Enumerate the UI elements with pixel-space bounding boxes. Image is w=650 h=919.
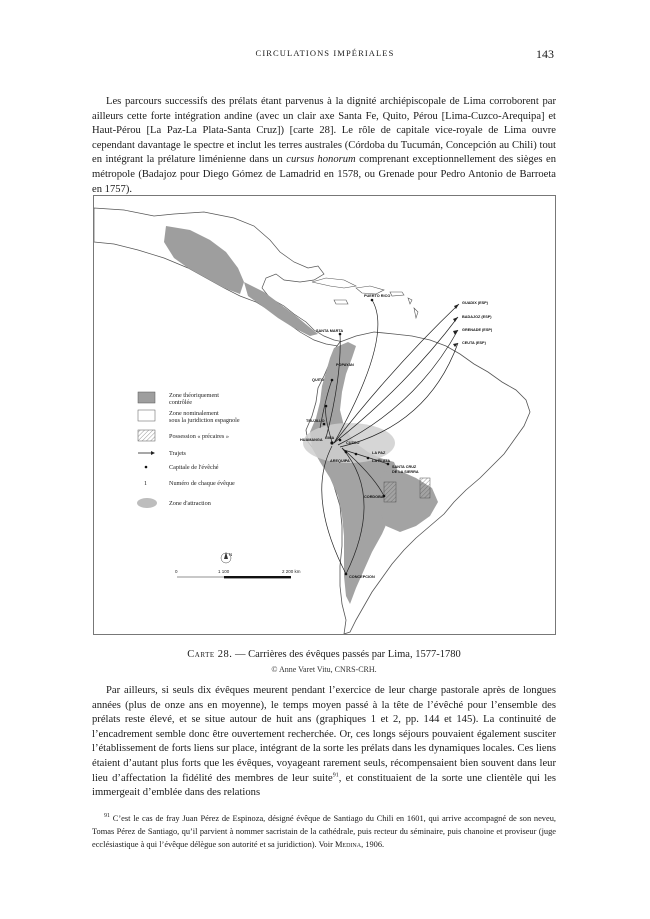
legend-route-arrow [151, 451, 155, 455]
scale-zero: 0 [175, 569, 178, 574]
label-ceuta: CEUTA (ESP) [462, 341, 486, 345]
label-santa-cruz-2: DE LA SIERRA [392, 470, 419, 474]
label-badajoz: BADAJOZ (ESP) [462, 315, 492, 319]
paragraph-1 [92, 95, 556, 197]
paragraph-1-italic: cursus honorum [286, 154, 356, 166]
legend-swatch-nominal [138, 410, 155, 421]
legend-routes: Trajets [169, 450, 186, 457]
footnote-text-a: C’est le cas de fray Juan Pérez de Espinoza, désigné évêque de Santiago du Chili en 1601, qui arrive accompagné de son neveu, Tomas Pérez de Santiago, qu’il parvient à nommer sacristain de la cathédrale, puis recteur du séminaire, puis chanoine et proviseur (juge ecclésiastique à qui l’évêque délègue son autorité et sa juridiction). Voir [92, 814, 556, 849]
legend-number-symbol: 1 [144, 480, 148, 487]
footnote-reference[interactable]: 91 [332, 772, 339, 779]
label-la-plata: LA PLATA [372, 459, 391, 463]
legend-precarious: Possession « précaires » [169, 433, 229, 440]
running-head [0, 47, 650, 61]
legend-swatch-controlled [138, 392, 155, 403]
footnote [92, 813, 556, 851]
scale-end: 2 200 km [282, 569, 301, 574]
caption-label: Carte 28. [187, 649, 233, 660]
figure-caption [92, 649, 556, 660]
legend-bishop-number: Numéro de chaque évêque [169, 480, 235, 487]
label-cuzco: CUZCO [346, 441, 360, 445]
caribbean-islands [312, 278, 418, 318]
label-santa-marta: SANTA MARTA [316, 329, 344, 333]
legend-controlled-2: contrôlée [169, 399, 193, 406]
footnote-number: 91 [104, 813, 110, 820]
paragraph-2-text-b: , et constituaient de la sorte une clientèle qui les immergeait d’emblée dans des relations [92, 772, 556, 799]
paragraph-1-text-b: comprenant exceptionnellement des sièges en métropole (Badajoz pour Diego Gómez de Lamadrid en 1578, ou Grenade pour Pedro Antonio de Barroeta en 1757). [92, 154, 556, 195]
page-number: 143 [536, 47, 554, 61]
legend-capital: Capitale de l'évêché [169, 464, 219, 471]
north-arrow-icon [221, 552, 232, 563]
map-figure [93, 195, 556, 635]
footnote-citation: Medina [334, 839, 362, 849]
legend-capital-dot [145, 466, 148, 469]
paragraph-2-text-a: Par ailleurs, si seuls dix évêques meurent pendant l’exercice de leur charge pastorale après de longues années (plus de onze ans en moyenne), le temps moyen passé à la tête de l’évêché pour l’ensemble des prélats reste élevé, et se situe autour de huit ans (graphiques 1 et 2, pp. 144 et 145). La continuité de l’encadrement semble donc être ouvertement recherchée. Or, ces longs séjours pouvaient également susciter l’établissement de forts liens sur place, intégrant de la sorte les prélats dans les dynamiques locales. Ces liens étaient d’autant plus forts que les évêques, voyageant rarement seuls, récompensaient bien souvent dans leur lieu d’affectation la fidélité des membres de leur suite [92, 685, 556, 784]
north-label: N [229, 552, 233, 557]
central-america-controlled-zone [244, 282, 318, 336]
label-huamanga: HUAMANGA [300, 438, 323, 442]
label-la-paz: LA PAZ [372, 451, 386, 455]
map-svg [94, 196, 555, 634]
label-popayan: POPAYAN [336, 363, 354, 367]
label-concepcion: CONCEPCION [349, 575, 375, 579]
footnote-text-b: , 1906. [361, 839, 385, 849]
label-trujillo: TRUJILLO [306, 419, 325, 423]
figure-credit: © Anne Varet Vitu, CNRS-CRH. [271, 665, 377, 674]
label-grenade: GRENADE (ESP) [462, 328, 493, 332]
paragraph-2 [92, 684, 556, 801]
legend-controlled-1: Zone théoriquement [169, 392, 219, 399]
label-quito: QUITO [312, 378, 324, 382]
legend-attraction-swatch [137, 498, 157, 508]
legend-nominal-2: sous la juridiction espagnole [169, 417, 240, 424]
legend-attraction: Zone d'attraction [169, 500, 211, 507]
map-legend [137, 392, 240, 508]
caption-text: — Carrières des évêques passés par Lima, 1577-1780 [232, 649, 461, 660]
scale-bar [175, 569, 301, 578]
label-santa-cruz-1: SANTA CRUZ [392, 465, 417, 469]
label-guadix: GUADIX (ESP) [462, 301, 488, 305]
route-arrowheads [453, 304, 459, 347]
paragraph-1-text-a: Les parcours successifs des prélats étant parvenus à la dignité archiépiscopale de Lima corroborent par ailleurs cette forte intégration andine (avec un clair axe Santa Fe, Quito, Pérou [Lima-Cuzco-Arequipa] et Haut-Pérou [La Paz-La Plata-Santa Cruz]) [carte 28]. Le rôle de capitale vice-royale de Lima ouvre cependant davantage le spectre et inclut les terres australes (Córdoba du Tucumán, Concepción au Chili) tout en intégrant la prélature liménienne dans un [92, 96, 556, 166]
label-arequipa: AREQUIPA [330, 459, 350, 463]
legend-nominal-1: Zone nominalement [169, 410, 219, 417]
label-puerto-rico: PUERTO RICO [364, 294, 391, 298]
label-cordoba: CORDOBA [364, 495, 384, 499]
running-title: CIRCULATIONS IMPÉRIALES [255, 48, 395, 58]
label-lima: LIMA [325, 436, 335, 440]
scale-mid: 1 100 [218, 569, 230, 574]
legend-swatch-precarious [138, 430, 155, 441]
